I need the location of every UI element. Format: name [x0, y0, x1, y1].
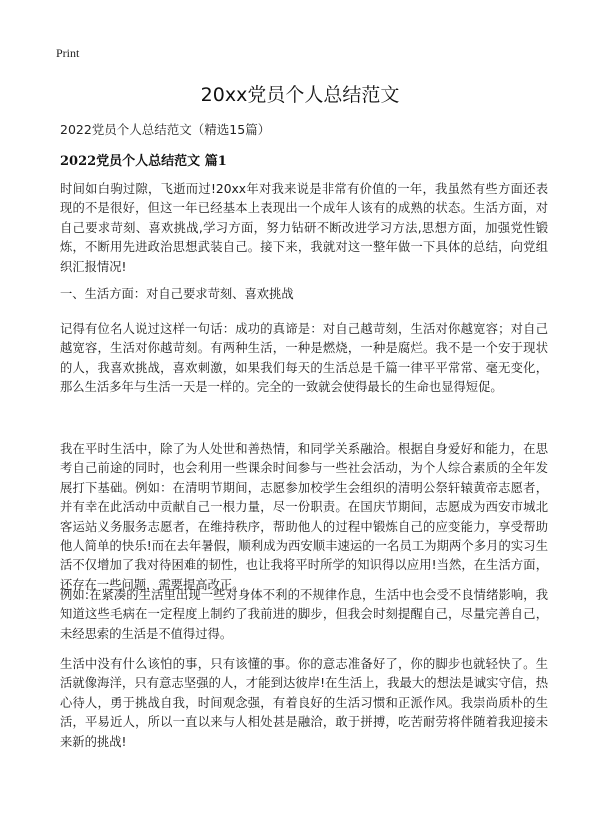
- paragraph-intro: 时间如白驹过隙，飞逝而过!20xx年对我来说是非常有价值的一年，我虽然有些方面还表现的不是很好，但这一年已经基本上表现出一个成年人该有的成熟的状态。生活方面，对自己要求苛刻、喜欢挑战,学习方面，努力钻研不断改进学习方法,思想方面，加强党性锻炼，不断用先进政治思想武装自己。接下来，我就对这一整年做一下具体的总结，向党组织汇报情况!: [60, 182, 548, 274]
- subheading-life: 一、生活方面：对自己要求苛刻、喜欢挑战: [60, 287, 294, 301]
- paragraph-quote: 记得有位名人说过这样一句话：成功的真谛是：对自己越苛刻，生活对你越宽容；对自己越宽容，生活对你越苛刻。有两种生活，一种是燃烧，一种是腐烂。我不是一个安于现状的人，我喜欢挑战，喜欢刺激，如果我们每天的生活总是千篇一律平平常常、毫无变化，那么生活多年与生活一天是一样的。完全的一致就会使得最长的生命也显得短促。: [60, 322, 548, 395]
- print-label: Print: [56, 46, 80, 60]
- section-heading: 2022党员个人总结范文 篇1: [60, 154, 227, 169]
- paragraph-problems: 例如:在紧凑的生活里出现一些对身体不利的不规律作息，生活中也会受不良情绪影响，我知道这些毛病在一定程度上制约了我前进的脚步，但我会时刻提醒自己，尽量完善自己，未经思索的生活是不值得过得。: [60, 588, 548, 641]
- paragraph-attitude: 生活中没有什么该怕的事，只有该懂的事。你的意志准备好了，你的脚步也就轻快了。生活就像海洋，只有意志坚强的人，才能到达彼岸!在生活上，我最大的想法是诚实守信，热心待人，勇于挑战自我，时间观念强，有着良好的生活习惯和正派作风。我崇尚质朴的生活，平易近人，所以一直以来与人相处甚是融洽，敢于拼搏，吃苦耐劳将伴随着我迎接未来新的挑战!: [60, 657, 548, 749]
- paragraph-activities: 我在平时生活中，除了为人处世和善热情，和同学关系融洽。根据自身爱好和能力，在思考自己前途的同时，也会利用一些课余时间参与一些社会活动，为个人综合素质的全年发展打下基础。例如：在清明节期间，志愿参加校学生会组织的清明公祭轩辕黄帝志愿者，并有幸在此活动中贡献自己一根力量，尽一份职责。在国庆节期间，志愿成为西安市城北客运站义务服务志愿者，在维持秩序，帮助他人的过程中锻炼自己的应变能力，享受帮助他人简单的快乐!而在去年暑假，顺利成为西安顺丰速运的一名员工为期两个多月的实习生活不仅增加了我对待困难的韧性，也让我将平时所学的知识得以应用!当然，在生活方面，还存在一些问题，需要提高改正。: [60, 442, 548, 592]
- document-title: 20xx党员个人总结范文: [200, 84, 400, 106]
- document-subtitle: 2022党员个人总结范文（精选15篇）: [60, 122, 271, 137]
